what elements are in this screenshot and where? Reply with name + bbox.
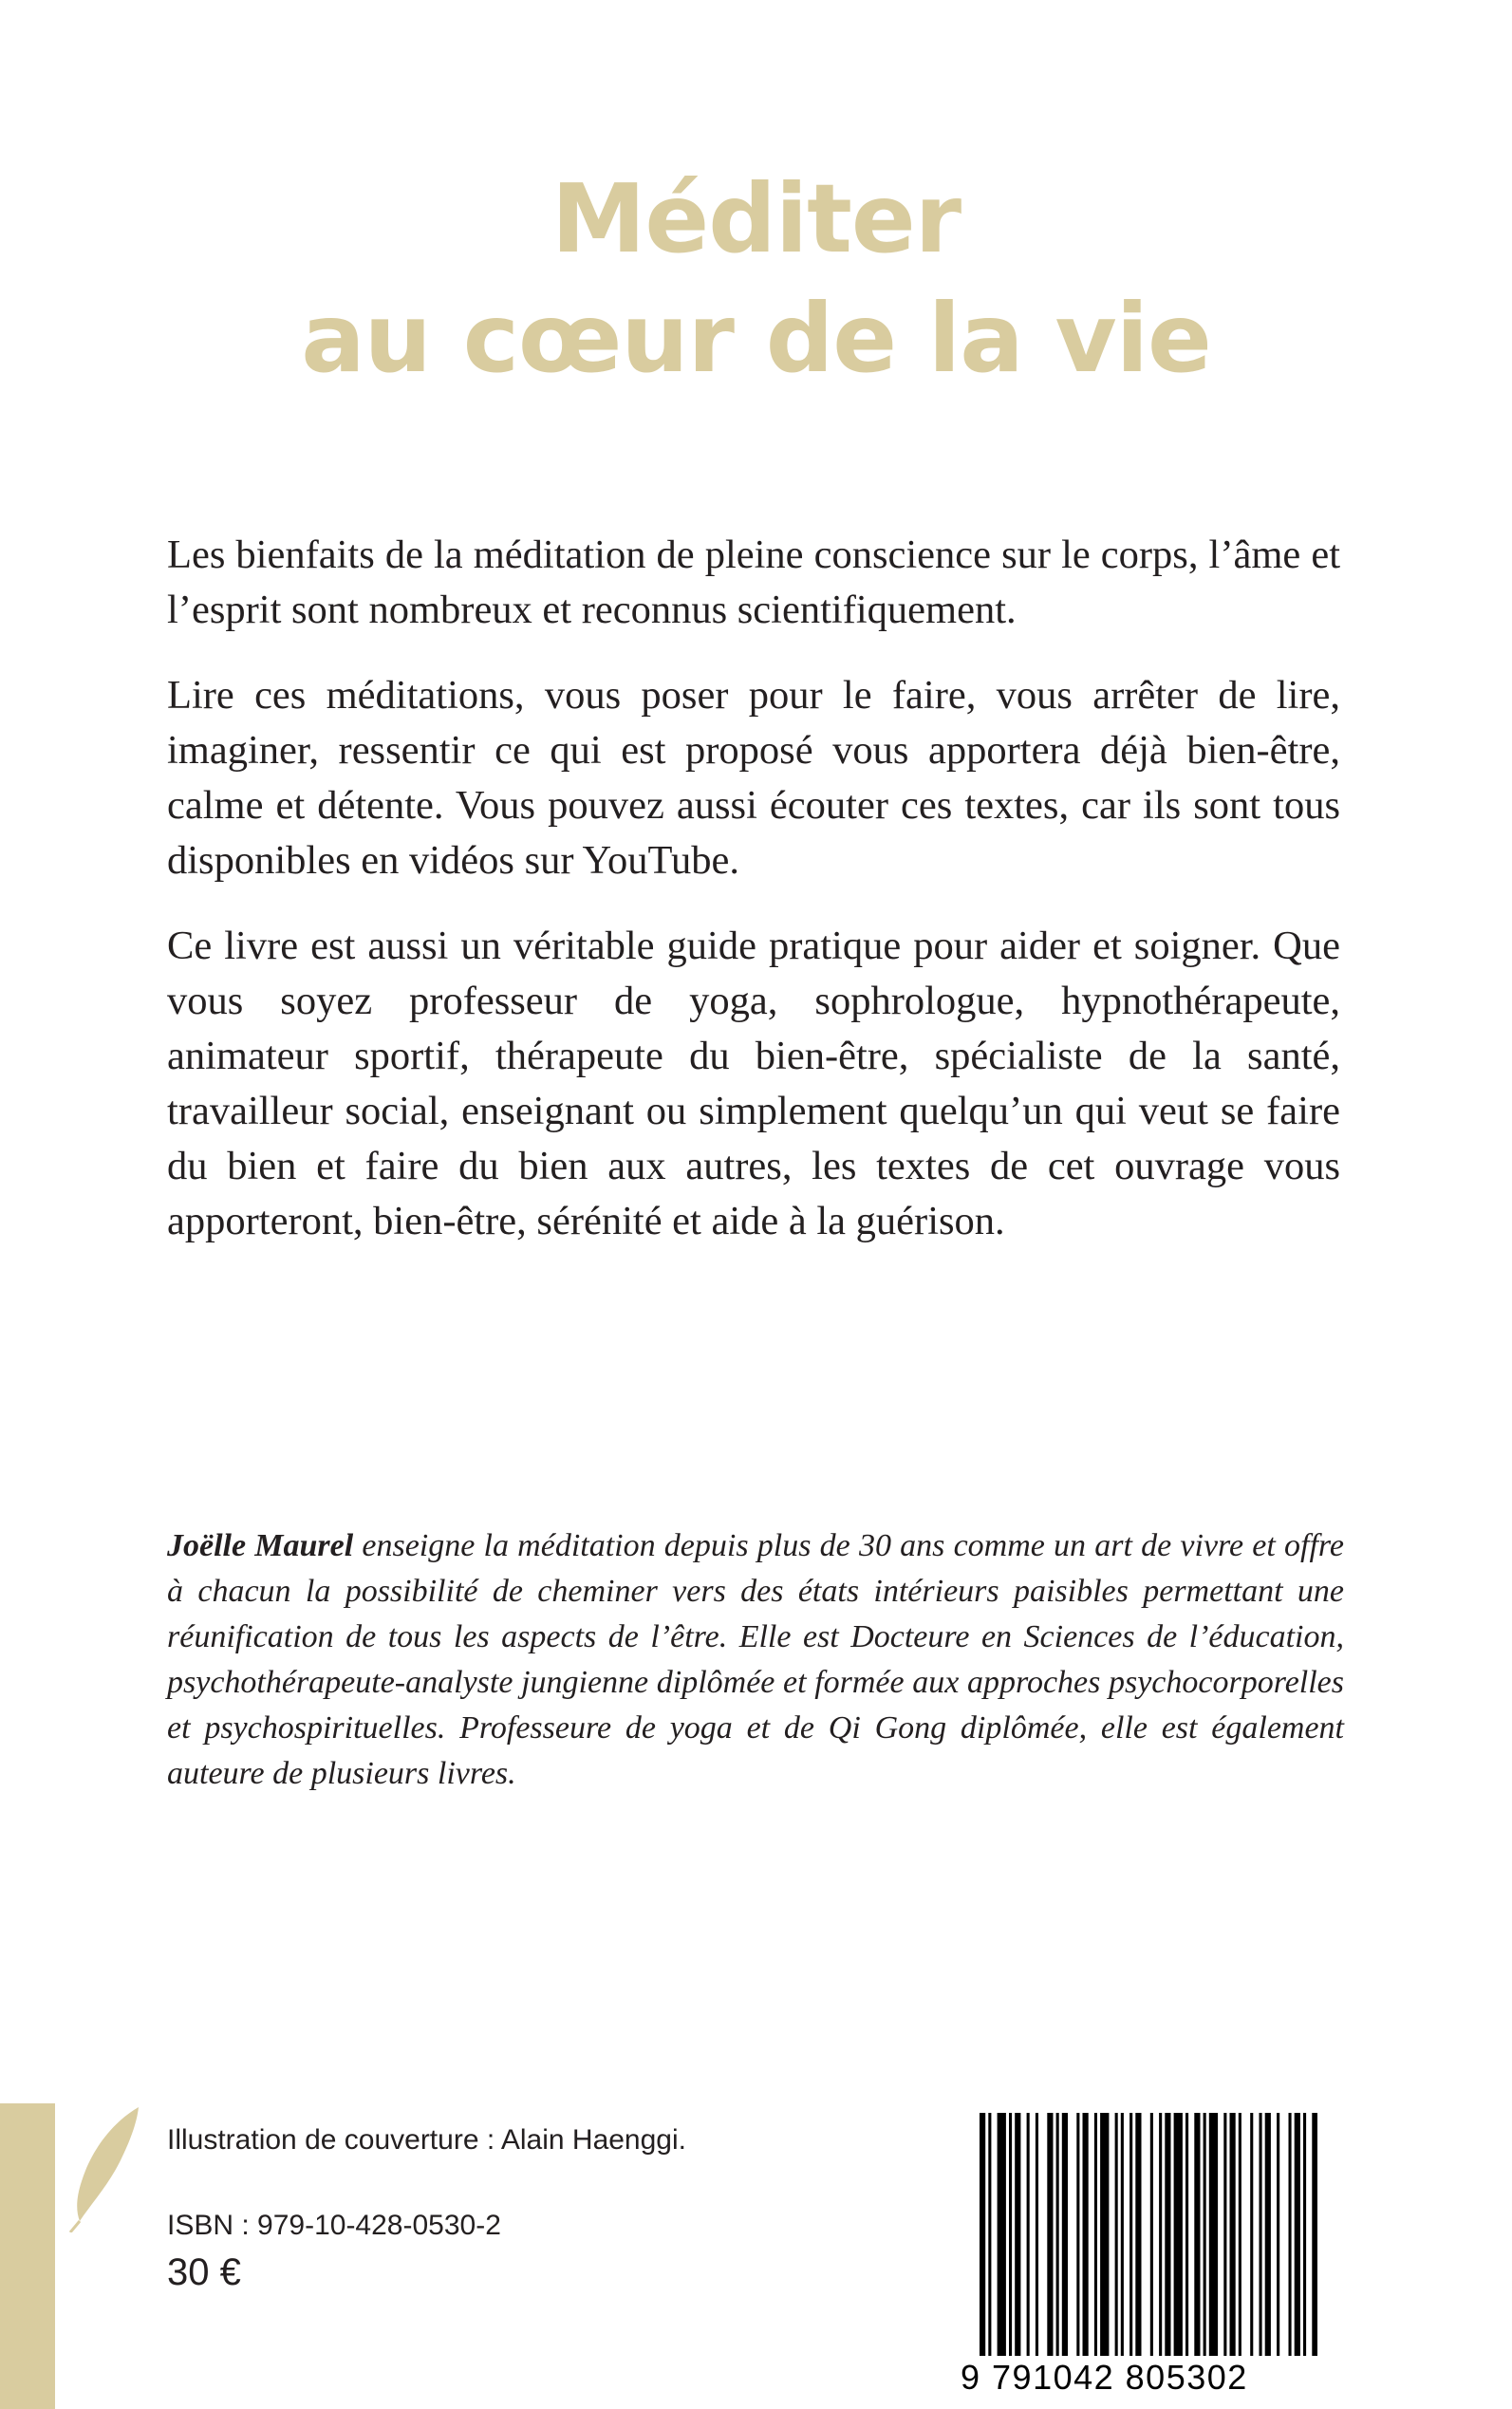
barcode-bar (1100, 2113, 1109, 2356)
barcode-bar (1115, 2113, 1118, 2356)
barcode-bar (1250, 2113, 1253, 2356)
author-name: Joëlle Maurel (167, 1528, 354, 1563)
barcode-bar (1129, 2113, 1132, 2356)
barcode-bar (1265, 2113, 1271, 2356)
illustration-credit: Illustration de couverture : Alain Haenggi. (167, 2124, 686, 2156)
barcode-bar (1083, 2113, 1089, 2356)
barcode-bar (1009, 2113, 1012, 2356)
barcode-bar (1056, 2113, 1059, 2356)
barcode-bar (1303, 2113, 1306, 2356)
barcode-bar (1209, 2113, 1218, 2356)
barcode-bar (1277, 2113, 1279, 2356)
barcode-bar (1015, 2113, 1020, 2356)
description-paragraph-3: Ce livre est aussi un véritable guide pratique pour aider et soigner. Que vous soyez professeur de yoga, sophrologue, hypnothérapeute, animateur sportif, thérapeute du bien-être, spécialiste de la santé, travailleur social, enseignant ou simplement quelqu’un qui veut se faire du bien et faire du bien aux autres, les textes de cet ouvrage vous apporteront, bien-être, sérénité et aide à la guérison. (167, 924, 1340, 1243)
barcode-bar (988, 2113, 991, 2356)
barcode-bar (980, 2113, 985, 2356)
barcode-bar (1174, 2113, 1183, 2356)
isbn: ISBN : 979-10-428-0530-2 (167, 2210, 501, 2241)
barcode-bar (1027, 2113, 1030, 2356)
price: 30 € (167, 2251, 241, 2293)
barcode-bar (1062, 2113, 1068, 2356)
barcode-bar (1194, 2113, 1200, 2356)
barcode-bar (1047, 2113, 1053, 2356)
barcode-bar (1204, 2113, 1206, 2356)
barcode-bar (1289, 2113, 1292, 2356)
barcode-bar (1295, 2113, 1300, 2356)
author-bio-text: enseigne la méditation depuis plus de 30 ans comme un art de vivre et offre à chacun la possibilité de cheminer vers des états intérieurs paisibles permettant une réunification de tous les aspects de l’être. Elle est Docteure en Sciences de l’éducation, psychothérapeute-analyste jungienne diplômée et formée aux approches psychocorporelles et psychospirituelles. Professeure de yoga et de Qi Gong diplômée, elle est également auteure de plusieurs livres. (167, 1528, 1344, 1791)
barcode-bar (1135, 2113, 1141, 2356)
title-line-1: Méditer (551, 163, 961, 274)
barcode-bar (998, 2113, 1006, 2356)
title-line-2: au cœur de la vie (301, 283, 1211, 394)
barcode-bar (1312, 2113, 1317, 2356)
barcode-bar (1230, 2113, 1236, 2356)
barcode (976, 2113, 1317, 2356)
barcode-bar (1239, 2113, 1241, 2356)
description-paragraph-2: Lire ces méditations, vous poser pour le faire, vous arrêter de lire, imaginer, ressentir ce qui est proposé vous apportera déjà bien-être, calme et détente. Vous pouvez aussi écouter ces textes, car ils sont tous disponibles en vidéos sur YouTube. (167, 673, 1340, 883)
barcode-bar (1185, 2113, 1188, 2356)
book-description (167, 528, 1340, 1279)
author-bio (167, 1523, 1344, 1797)
barcode-bar (1150, 2113, 1153, 2356)
barcode-bar (1165, 2113, 1170, 2356)
barcode-bar (1260, 2113, 1262, 2356)
barcode-bar (1121, 2113, 1124, 2356)
accent-strip (0, 2103, 55, 2409)
barcode-bar (1159, 2113, 1162, 2356)
barcode-bar (1036, 2113, 1038, 2356)
barcode-bar (1076, 2113, 1079, 2356)
barcode-bar (1223, 2113, 1226, 2356)
feather-icon (63, 2105, 142, 2232)
book-title (0, 159, 1512, 399)
barcode-digits: 9 791042 805302 (961, 2358, 1248, 2397)
description-paragraph-1: Les bienfaits de la méditation de pleine conscience sur le corps, l’âme et l’esprit sont nombreux et reconnus scientifiquement. (167, 532, 1340, 632)
barcode-bar (1094, 2113, 1097, 2356)
